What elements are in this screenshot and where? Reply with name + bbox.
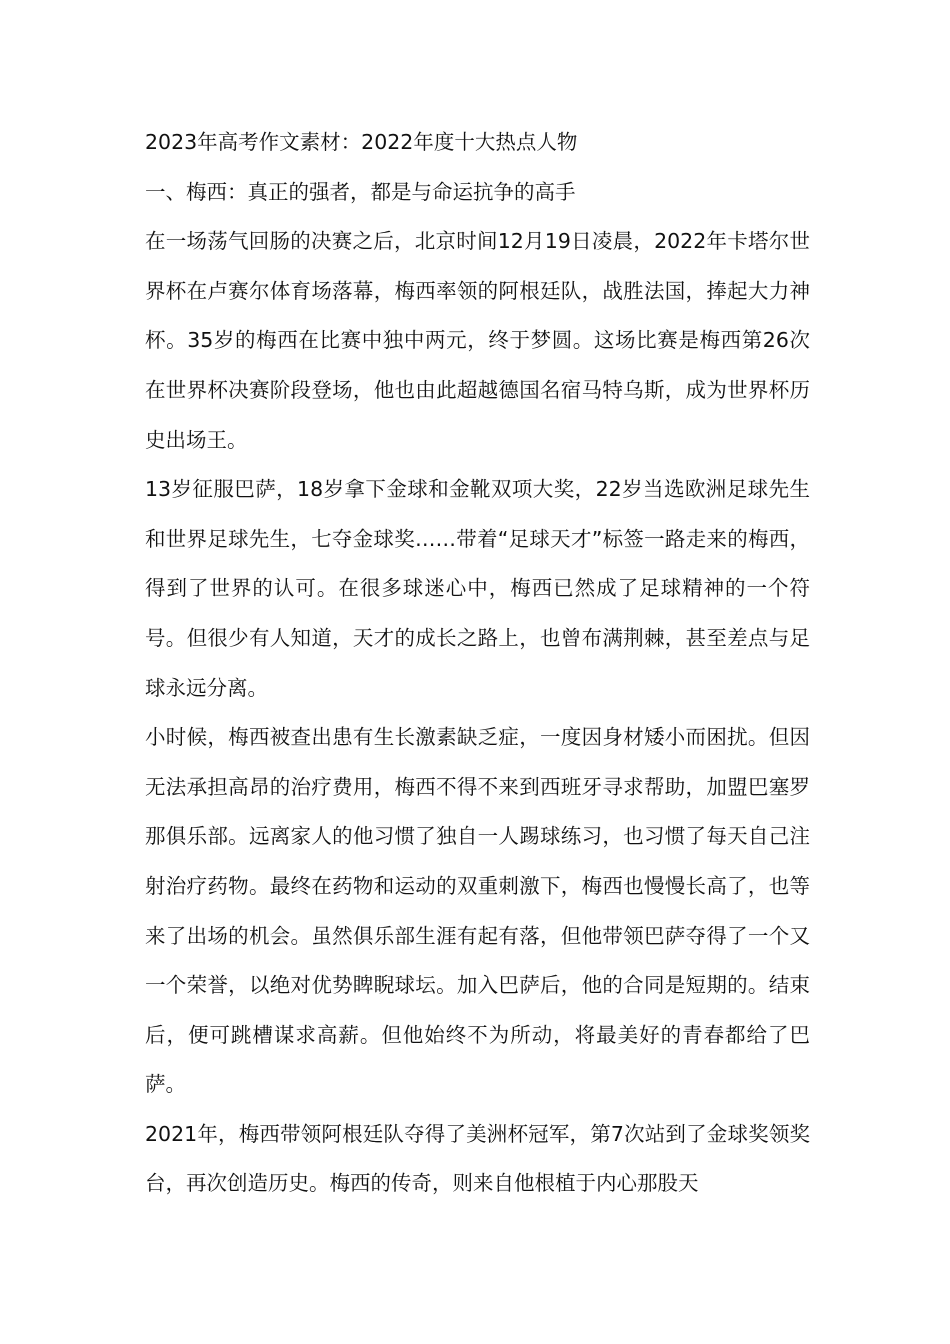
document-body: [145, 118, 810, 1209]
paragraph: 2021年，梅西带领阿根廷队夺得了美洲杯冠军，第7次站到了金球奖领奖台，再次创造历史。梅西的传奇，则来自他根植于内心那股天: [145, 1121, 810, 1196]
section-heading: 一、梅西：真正的强者，都是与命运抗争的高手: [145, 179, 576, 204]
paragraph: 在一场荡气回肠的决赛之后，北京时间12月19日凌晨，2022年卡塔尔世界杯在卢赛尔体育场落幕，梅西率领的阿根廷队，战胜法国，捧起大力神杯。35岁的梅西在比赛中独中两元，终于梦圆。这场比赛是梅西第26次在世界杯决赛阶段登场，他也由此超越德国名宿马特乌斯，成为世界杯历史出场王。: [145, 229, 810, 452]
paragraph: 13岁征服巴萨，18岁拿下金球和金靴双项大奖，22岁当选欧洲足球先生和世界足球先生，七夺金球奖……带着“足球天才”标签一路走来的梅西，得到了世界的认可。在很多球迷心中，梅西已然成了足球精神的一个符号。但很少有人知道，天才的成长之路上，也曾布满荆棘，甚至差点与足球永远分离。: [145, 477, 810, 700]
paragraph: 小时候，梅西被查出患有生长激素缺乏症，一度因身材矮小而困扰。但因无法承担高昂的治疗费用，梅西不得不来到西班牙寻求帮助，加盟巴塞罗那俱乐部。远离家人的他习惯了独自一人踢球练习，也习惯了每天自己注射治疗药物。最终在药物和运动的双重刺激下，梅西也慢慢长高了，也等来了出场的机会。虽然俱乐部生涯有起有落，但他带领巴萨夺得了一个又一个荣誉，以绝对优势睥睨球坛。加入巴萨后，他的合同是短期的。结束后，便可跳槽谋求高薪。但他始终不为所动，将最美好的青春都给了巴萨。: [145, 725, 810, 1097]
document-title: 2023年高考作文素材：2022年度十大热点人物: [145, 130, 578, 154]
